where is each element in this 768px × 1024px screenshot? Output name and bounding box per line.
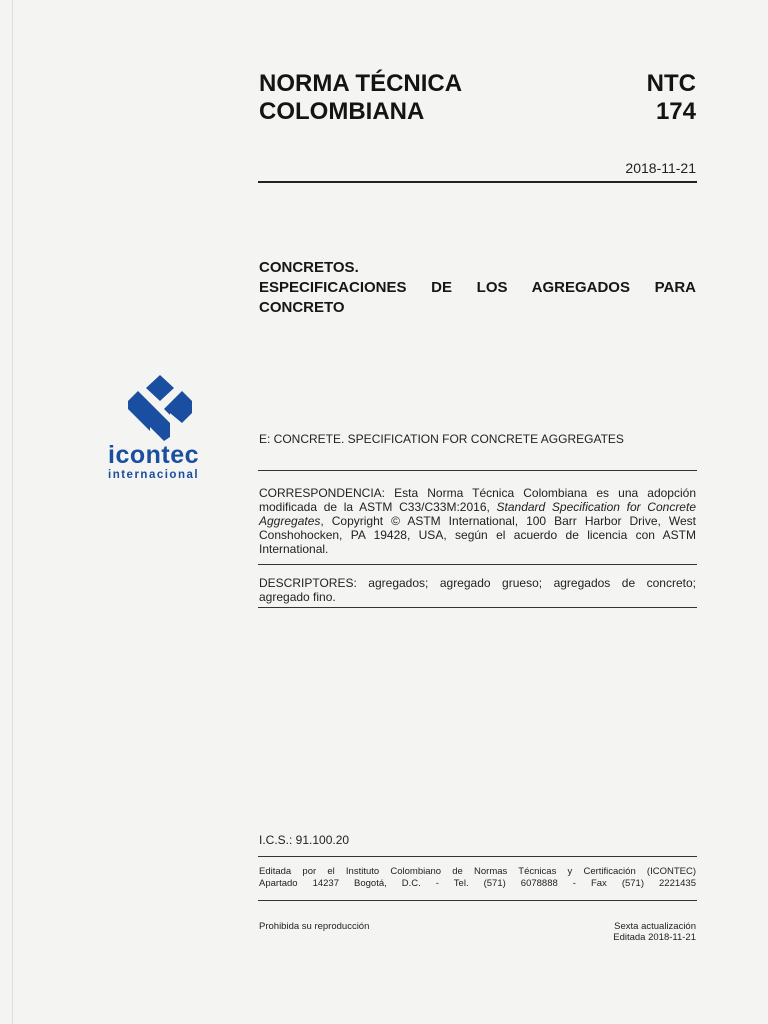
correspondencia-divider — [258, 564, 697, 565]
standard-code-label: NTC — [646, 70, 696, 97]
logo-wordmark: icontec — [108, 441, 200, 469]
icontec-logo — [108, 375, 218, 441]
header-divider — [258, 181, 697, 183]
descriptores-paragraph: DESCRIPTORES: agregados; agregado grueso; agregados de concreto; agregado fino. — [259, 576, 696, 604]
icontec-n-icon — [124, 375, 196, 441]
subject-line-2: ESPECIFICACIONES DE LOS AGREGADOS PARA — [259, 279, 696, 296]
ics-code: I.C.S.: 91.100.20 — [259, 833, 350, 847]
editorial-divider — [258, 900, 697, 901]
correspondencia-text-1: CORRESPONDENCIA: Esta Norma Técnica Colombiana es una adopción modificada de la ASTM C33/C33M:2016, — [259, 486, 696, 514]
update-info — [613, 921, 696, 943]
ics-divider — [258, 856, 697, 857]
title-line-1: NORMA TÉCNICA — [259, 70, 463, 97]
subject-title — [259, 258, 696, 318]
descriptores-divider — [258, 607, 697, 608]
update-line-2: Editada 2018-11-21 — [613, 932, 696, 943]
update-line-1: Sexta actualización — [614, 921, 696, 932]
correspondencia-text-2: , Copyright © ASTM International, 100 Barr Harbor Drive, West Conshohocken, PA 19428, USA, según el acuerdo de licencia con ASTM International. — [259, 514, 696, 556]
reproduction-notice: Prohibida su reproducción — [259, 921, 370, 932]
editorial-line-1: Editada por el Instituto Colombiano de Normas Técnicas y Certificación (ICONTEC) — [259, 866, 696, 877]
standard-code — [647, 70, 696, 126]
logo-subtitle: internacional — [108, 469, 200, 481]
english-title: E: CONCRETE. SPECIFICATION FOR CONCRETE AGGREGATES — [259, 432, 624, 446]
subject-line-3: CONCRETO — [259, 299, 345, 316]
editorial-info — [259, 866, 696, 890]
document-title — [259, 70, 462, 126]
subject-line-1: CONCRETOS. — [259, 259, 359, 276]
standard-number: 174 — [655, 98, 696, 125]
title-line-2: COLOMBIANA — [259, 98, 425, 125]
correspondencia-paragraph — [259, 486, 696, 556]
editorial-line-2: Apartado 14237 Bogotá, D.C. - Tel. (571) 6078888 - Fax (571) 2221435 — [259, 878, 696, 889]
page-edge — [12, 0, 13, 1024]
issue-date: 2018-11-21 — [625, 160, 696, 176]
english-divider — [258, 470, 697, 471]
correspondencia-italic: Standard Specification for Concrete Aggregates — [259, 500, 696, 528]
